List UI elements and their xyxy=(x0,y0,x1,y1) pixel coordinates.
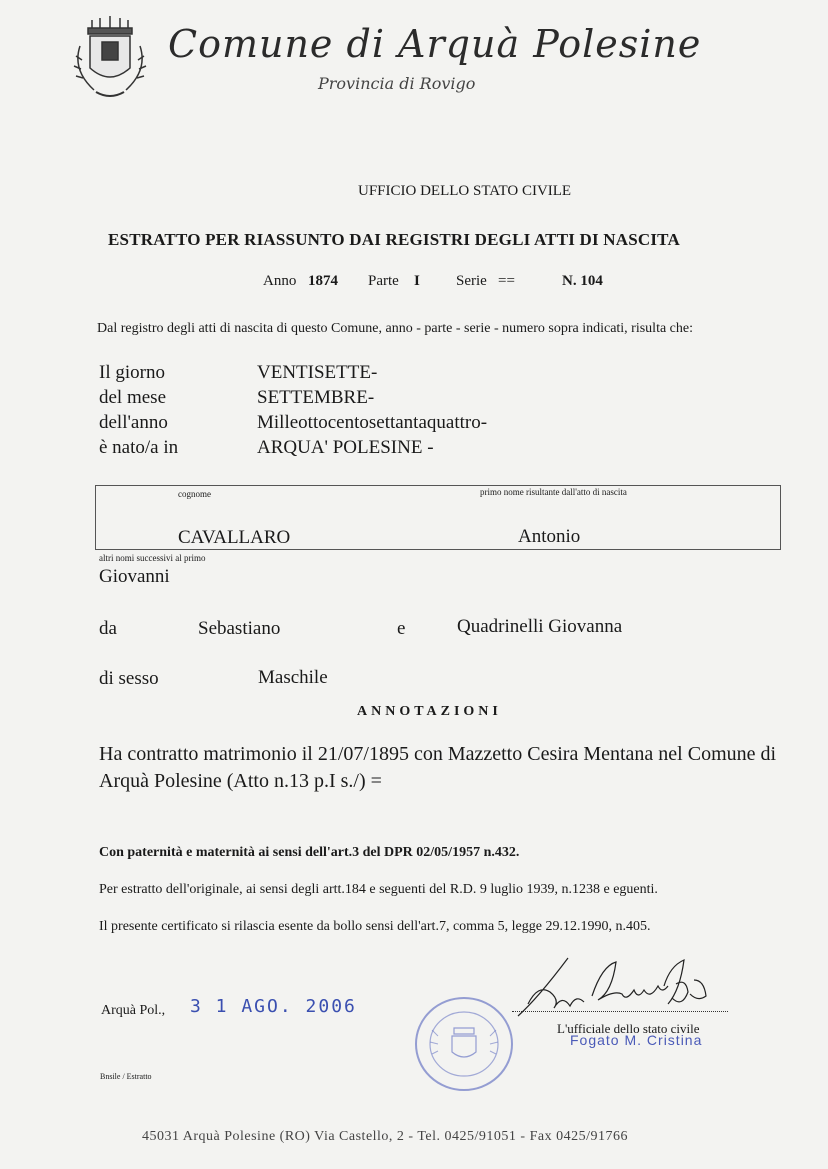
sex-value: Maschile xyxy=(258,667,328,688)
municipal-crest-logo xyxy=(66,16,154,102)
birth-day-label: Il giorno xyxy=(99,362,165,383)
surname-value: CAVALLARO xyxy=(178,527,291,548)
municipality-name: Comune di Arquà Polesine xyxy=(168,22,702,66)
serie-label: Serie xyxy=(456,273,487,289)
official-seal-stamp xyxy=(412,994,520,1094)
intro-text: Dal registro degli atti di nascita di questo Comune, anno - parte - serie - numero sopra indicati, risulta che: xyxy=(97,321,693,336)
anno-label: Anno xyxy=(263,273,297,289)
other-names-label: altri nomi successivi al primo xyxy=(99,553,206,563)
province-name: Provincia di Rovigo xyxy=(318,74,476,93)
handwritten-signature xyxy=(508,956,728,1026)
birth-month-label: del mese xyxy=(99,387,167,408)
birth-month-value: SETTEMBRE- xyxy=(257,387,375,408)
parte-value: I xyxy=(414,273,420,289)
office-heading: UFFICIO DELLO STATO CIVILE xyxy=(358,183,572,199)
document-title: ESTRATTO PER RIASSUNTO DAI REGISTRI DEGLI ATTI DI NASCITA xyxy=(108,230,680,249)
father-name: Sebastiano xyxy=(198,618,281,639)
parte-label: Parte xyxy=(368,273,399,289)
other-names-value: Giovanni xyxy=(99,566,170,587)
paternity-note: Con paternità e maternità ai sensi dell'art.3 del DPR 02/05/1957 n.432. xyxy=(99,845,520,860)
annotations-heading: ANNOTAZIONI xyxy=(357,704,502,719)
act-number: N. 104 xyxy=(562,273,603,289)
extract-note: Per estratto dell'originale, ai sensi degli artt.184 e seguenti del R.D. 9 luglio 1939, n.1238 e eguenti. xyxy=(99,882,658,897)
anno-value: 1874 xyxy=(308,273,338,289)
birth-year-value: Milleottocentosettantaquattro- xyxy=(257,412,488,433)
e-label: e xyxy=(397,618,406,639)
exemption-note: Il presente certificato si rilascia esente da bollo sensi dell'art.7, comma 5, legge 29.12.1990, n.405. xyxy=(99,919,651,934)
birth-place-label: è nato/a in xyxy=(99,437,179,458)
birth-day-value: VENTISETTE- xyxy=(257,362,378,383)
signature-line xyxy=(512,1011,728,1012)
mother-name: Quadrinelli Giovanna xyxy=(457,616,623,637)
issue-place: Arquà Pol., xyxy=(101,1003,166,1018)
officer-title: L'ufficiale dello stato civile xyxy=(557,1021,700,1036)
da-label: da xyxy=(99,618,117,639)
birth-place-value: ARQUA' POLESINE - xyxy=(257,437,434,458)
surname-label: cognome xyxy=(178,489,211,499)
form-code: Bnsile / Estratto xyxy=(100,1072,152,1081)
serie-value: == xyxy=(498,273,515,289)
birth-year-label: dell'anno xyxy=(99,412,168,433)
sex-label: di sesso xyxy=(99,668,159,689)
footer-address: 45031 Arquà Polesine (RO) Via Castello, 2 - Tel. 0425/91051 - Fax 0425/91766 xyxy=(142,1129,628,1144)
first-name-label: primo nome risultante dall'atto di nascita xyxy=(480,487,627,497)
annotations-text: Ha contratto matrimonio il 21/07/1895 con Mazzetto Cesira Mentana nel Comune di Arquà Polesine (Atto n.13 p.I s./) = xyxy=(99,743,777,792)
officer-name-stamp: Fogato M. Cristina xyxy=(570,1032,703,1048)
date-stamp: 3 1 AGO. 2006 xyxy=(190,996,357,1017)
first-name-value: Antonio xyxy=(518,526,581,547)
